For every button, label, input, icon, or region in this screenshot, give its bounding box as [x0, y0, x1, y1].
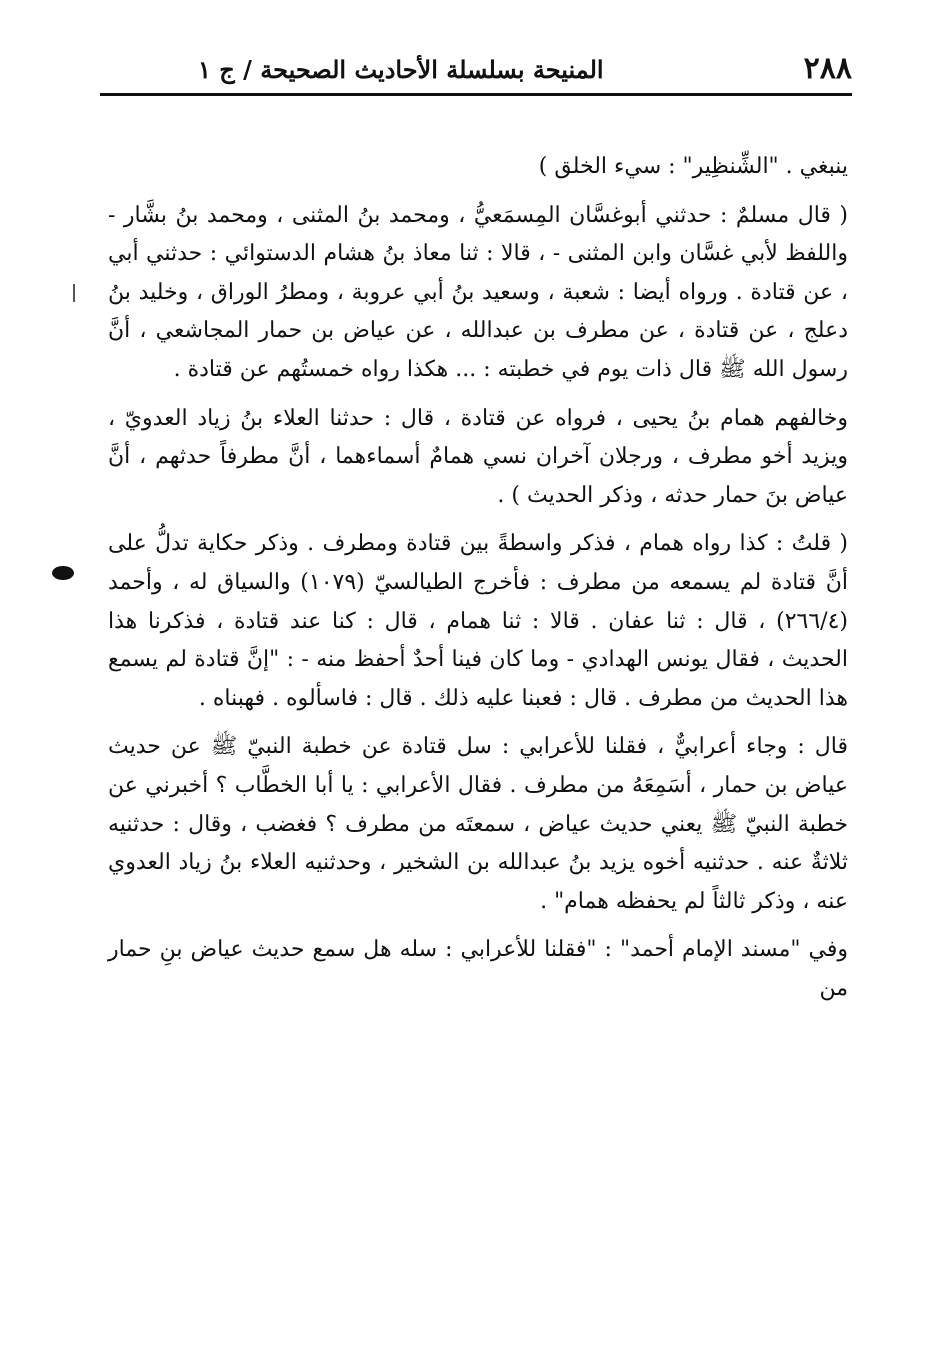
header-divider — [100, 93, 852, 96]
page-header — [100, 48, 852, 94]
paragraph-gloss-end: ينبغي . "الشِّنظِير" : سيء الخلق ) — [538, 154, 848, 179]
paragraph-musnad-ahmad: وفي "مسند الإمام أحمد" : "فقلنا للأعرابي : سله هل سمع حديث عياض بنِ حمار من — [108, 937, 848, 1001]
margin-mark — [73, 284, 75, 302]
ink-blot — [52, 566, 74, 580]
paragraph-hammam-variant: وخالفهم همام بنُ يحيى ، فرواه عن قتادة ، قال : حدثنا العلاء بنُ زياد العدويّ ، ويزيد أخو مطرف ، ورجلان آخران نسي همامٌ أسماءهما ، أنَّ مطرفاً حدثهم ، أنَّ عياض بنَ حمار حدثه ، وذكر الحديث ) . — [108, 405, 848, 508]
paragraph-bedouin-story: قال : وجاء أعرابيٌّ ، فقلنا للأعرابي : سل قتادة عن خطبة النبيّ ﷺ عن حديث عياض بن حمار ، أسَمِعَهُ من مطرف . فقال الأعرابي : يا أبا الخطَّاب ؟ أخبرني عن خطبة النبيّ ﷺ يعني حديث عياض ، سمعتَه من مطرف ؟ فغضب ، وقال : حدثنيه ثلاثةٌ عنه . حدثنيه أخوه يزيد بنُ عبدالله بن الشخير ، وحدثنيه العلاء بنُ زياد العدوي عنه ، وذكر ثالثاً لم يحفظه همام" . — [108, 734, 848, 914]
page-number: ٢٨٨ — [803, 51, 852, 86]
running-title: المنيحة بسلسلة الأحاديث الصحيحة / ج ١ — [198, 55, 604, 84]
paragraph-muslim-chain: ( قال مسلمٌ : حدثني أبوغسَّان المِسمَعيُّ ، ومحمد بنُ المثنى ، ومحمد بنُ بشَّار - واللفظ لأبي غسَّان وابن المثنى - ، قالا : ثنا معاذ بنُ هشام الدستوائي : حدثني أبي ، عن قتادة . ورواه أيضا : شعبة ، وسعيد بنُ أبي عروبة ، ومطرُ الوراق ، وخليد بنُ دعلج ، عن قتادة ، عن مطرف بن عبدالله ، عن عياض بن حمار المجاشعي ، أنَّ رسول الله ﷺ قال ذات يوم في خطبته : ... هكذا رواه خمستُهم عن قتادة . — [108, 202, 848, 382]
paragraph-author-note: ( قلتُ : كذا رواه همام ، فذكر واسطةً بين قتادة ومطرف . وذكر حكاية تدلُّ على أنَّ قتادة لم يسمعه من مطرف : فأخرج الطيالسيّ (١٠٧٩) والسياق له ، وأحمد (٢٦٦/٤) ، قال : ثنا عفان . قالا : ثنا همام ، قال : كنا عند قتادة ، فذكرنا هذا الحديث ، فقال يونس الهدادي - وما كان فينا أحدٌ أحفظ منه - : "إنَّ قتادة لم يسمع هذا الحديث من مطرف . قال : فعبنا عليه ذلك . قال : فاسألوه . فهبناه . — [108, 531, 848, 711]
body-text — [108, 148, 848, 1018]
